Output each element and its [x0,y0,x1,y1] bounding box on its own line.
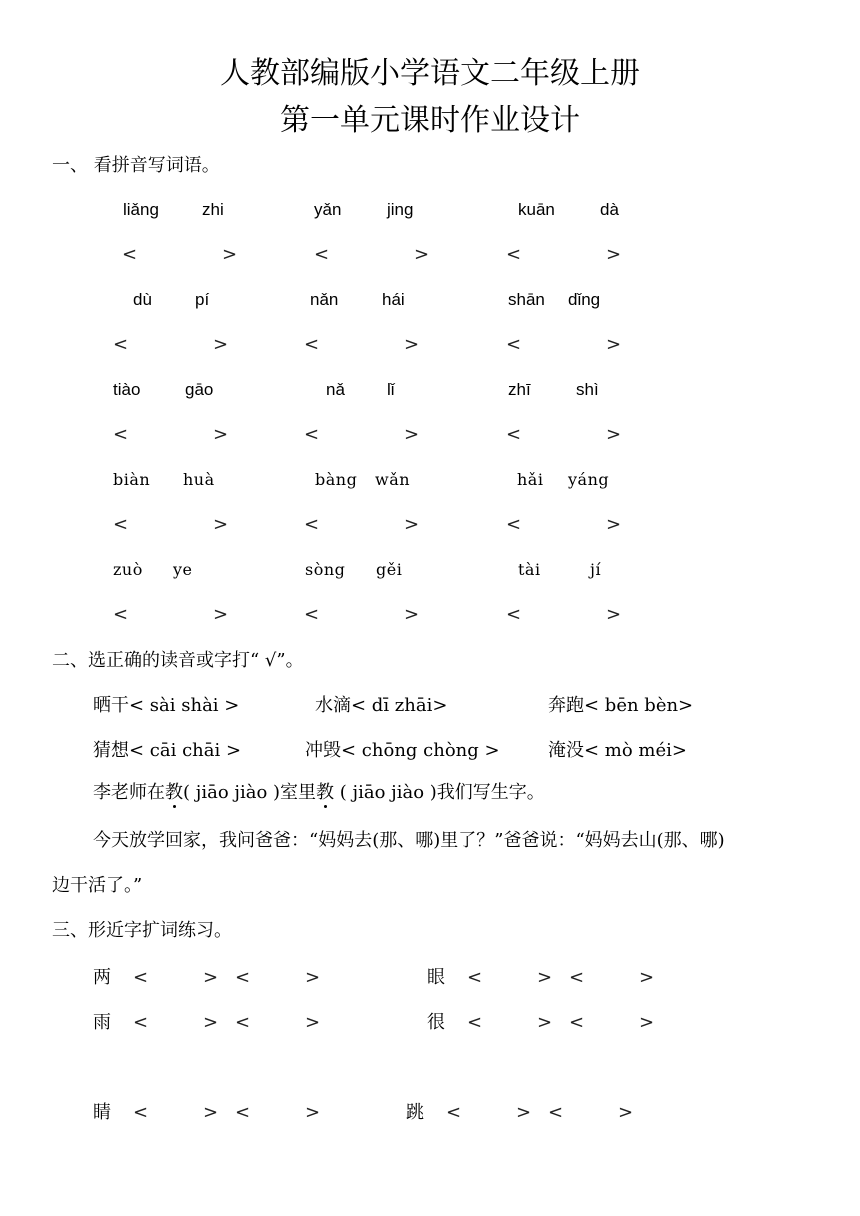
pinyin-syllable: bàng [315,470,358,489]
answer-bracket-close: > [537,1012,553,1033]
base-character: 两 [93,967,111,988]
choice-item: 冲毁< chōng chòng > [305,740,500,761]
answer-bracket-close: > [203,967,219,988]
answer-bracket-open: < [133,1102,149,1123]
sentence-1 [93,780,545,806]
pinyin-syllable: nǎn [310,290,339,309]
answer-bracket-open: < [122,244,138,265]
pinyin-syllable: hái [382,290,405,309]
sentence-1-part: ( jiāo jiào )室里 [183,782,317,803]
answer-bracket-close: > [305,967,321,988]
pinyin-syllable: pí [195,290,210,309]
answer-bracket-open: < [569,967,585,988]
pinyin-syllable: gěi [376,560,403,579]
answer-bracket-open: < [304,334,320,355]
pinyin-syllable: nǎ [326,380,345,399]
answer-bracket-open: < [113,334,129,355]
answer-bracket-open: < [506,514,522,535]
sentence-2-line-1: 今天放学回家，我问爸爸：“妈妈去(那、哪)里了？”爸爸说：“妈妈去山(那、哪) [93,830,725,851]
dotted-char: 教 [316,782,335,803]
answer-bracket-close: > [213,604,229,625]
answer-bracket-close: > [305,1102,321,1123]
answer-bracket-close: > [404,334,420,355]
sentence-1-part: 李老师在 [93,782,165,803]
pinyin-syllable: yǎn [314,200,342,219]
answer-bracket-open: < [304,424,320,445]
sentence-1-part: ( jiāo jiào )我们写生字。 [334,782,545,803]
choice-item: 淹没< mò méi> [548,740,687,761]
answer-bracket-close: > [537,967,553,988]
pinyin-syllable: ye [173,560,193,579]
answer-bracket-open: < [235,967,251,988]
answer-bracket-open: < [235,1012,251,1033]
answer-bracket-open: < [506,244,522,265]
answer-bracket-open: < [506,334,522,355]
pinyin-syllable: jing [387,200,414,219]
answer-bracket-close: > [404,604,420,625]
answer-bracket-close: > [404,514,420,535]
answer-bracket-close: > [606,424,622,445]
answer-bracket-close: > [639,1012,655,1033]
pinyin-syllable: zuò [113,560,143,579]
pinyin-syllable: liǎng [123,200,159,219]
pinyin-syllable: kuān [518,200,555,219]
answer-bracket-open: < [113,514,129,535]
answer-bracket-close: > [606,334,622,355]
answer-bracket-open: < [467,967,483,988]
choice-item: 晒干< sài shài > [93,695,240,716]
answer-bracket-close: > [606,604,622,625]
answer-bracket-open: < [133,1012,149,1033]
pinyin-syllable: dǐng [568,290,601,309]
answer-bracket-close: > [213,334,229,355]
answer-bracket-open: < [446,1102,462,1123]
section-1-heading: 一、 看拼音写词语。 [52,155,220,176]
answer-bracket-close: > [414,244,430,265]
answer-bracket-open: < [235,1102,251,1123]
page-title: 人教部编版小学语文二年级上册 [220,56,640,91]
dotted-char: 教 [165,782,183,803]
sentence-2-line-2: 边干活了。” [52,875,143,896]
pinyin-syllable: biàn [113,470,151,489]
answer-bracket-open: < [467,1012,483,1033]
answer-bracket-open: < [506,604,522,625]
answer-bracket-open: < [569,1012,585,1033]
base-character: 睛 [93,1102,111,1123]
pinyin-syllable: yáng [568,470,610,489]
answer-bracket-close: > [203,1102,219,1123]
base-character: 雨 [93,1012,111,1033]
choice-item: 水滴< dī zhāi> [315,695,448,716]
answer-bracket-close: > [516,1102,532,1123]
base-character: 跳 [406,1102,424,1123]
pinyin-syllable: shì [576,380,599,399]
answer-bracket-close: > [213,514,229,535]
pinyin-syllable: tài [518,560,541,579]
choice-item: 猜想< cāi chāi > [93,740,242,761]
answer-bracket-open: < [304,514,320,535]
choice-item: 奔跑< bēn bèn> [548,695,694,716]
answer-bracket-open: < [304,604,320,625]
pinyin-syllable: shān [508,290,545,309]
pinyin-syllable: zhī [508,380,531,399]
pinyin-syllable: sòng [305,560,346,579]
base-character: 很 [427,1012,445,1033]
answer-bracket-open: < [133,967,149,988]
answer-bracket-open: < [113,424,129,445]
pinyin-syllable: gāo [185,380,214,399]
answer-bracket-close: > [203,1012,219,1033]
pinyin-syllable: lǐ [387,380,395,399]
section-3-heading: 三、形近字扩词练习。 [52,920,232,941]
pinyin-syllable: hǎi [517,470,544,489]
answer-bracket-close: > [404,424,420,445]
pinyin-syllable: jí [590,560,602,579]
page-subtitle: 第一单元课时作业设计 [280,103,580,138]
pinyin-syllable: huà [183,470,215,489]
pinyin-syllable: dà [600,200,619,219]
pinyin-syllable: wǎn [375,470,411,489]
answer-bracket-close: > [213,424,229,445]
answer-bracket-close: > [606,514,622,535]
answer-bracket-open: < [548,1102,564,1123]
answer-bracket-close: > [606,244,622,265]
pinyin-syllable: dù [133,290,152,309]
pinyin-syllable: tiào [113,380,141,399]
answer-bracket-close: > [222,244,238,265]
section-2-heading: 二、选正确的读音或字打“ √”。 [52,650,304,671]
answer-bracket-close: > [639,967,655,988]
answer-bracket-close: > [618,1102,634,1123]
pinyin-syllable: zhi [202,200,224,219]
answer-bracket-open: < [506,424,522,445]
answer-bracket-close: > [305,1012,321,1033]
answer-bracket-open: < [113,604,129,625]
answer-bracket-open: < [314,244,330,265]
base-character: 眼 [427,967,445,988]
